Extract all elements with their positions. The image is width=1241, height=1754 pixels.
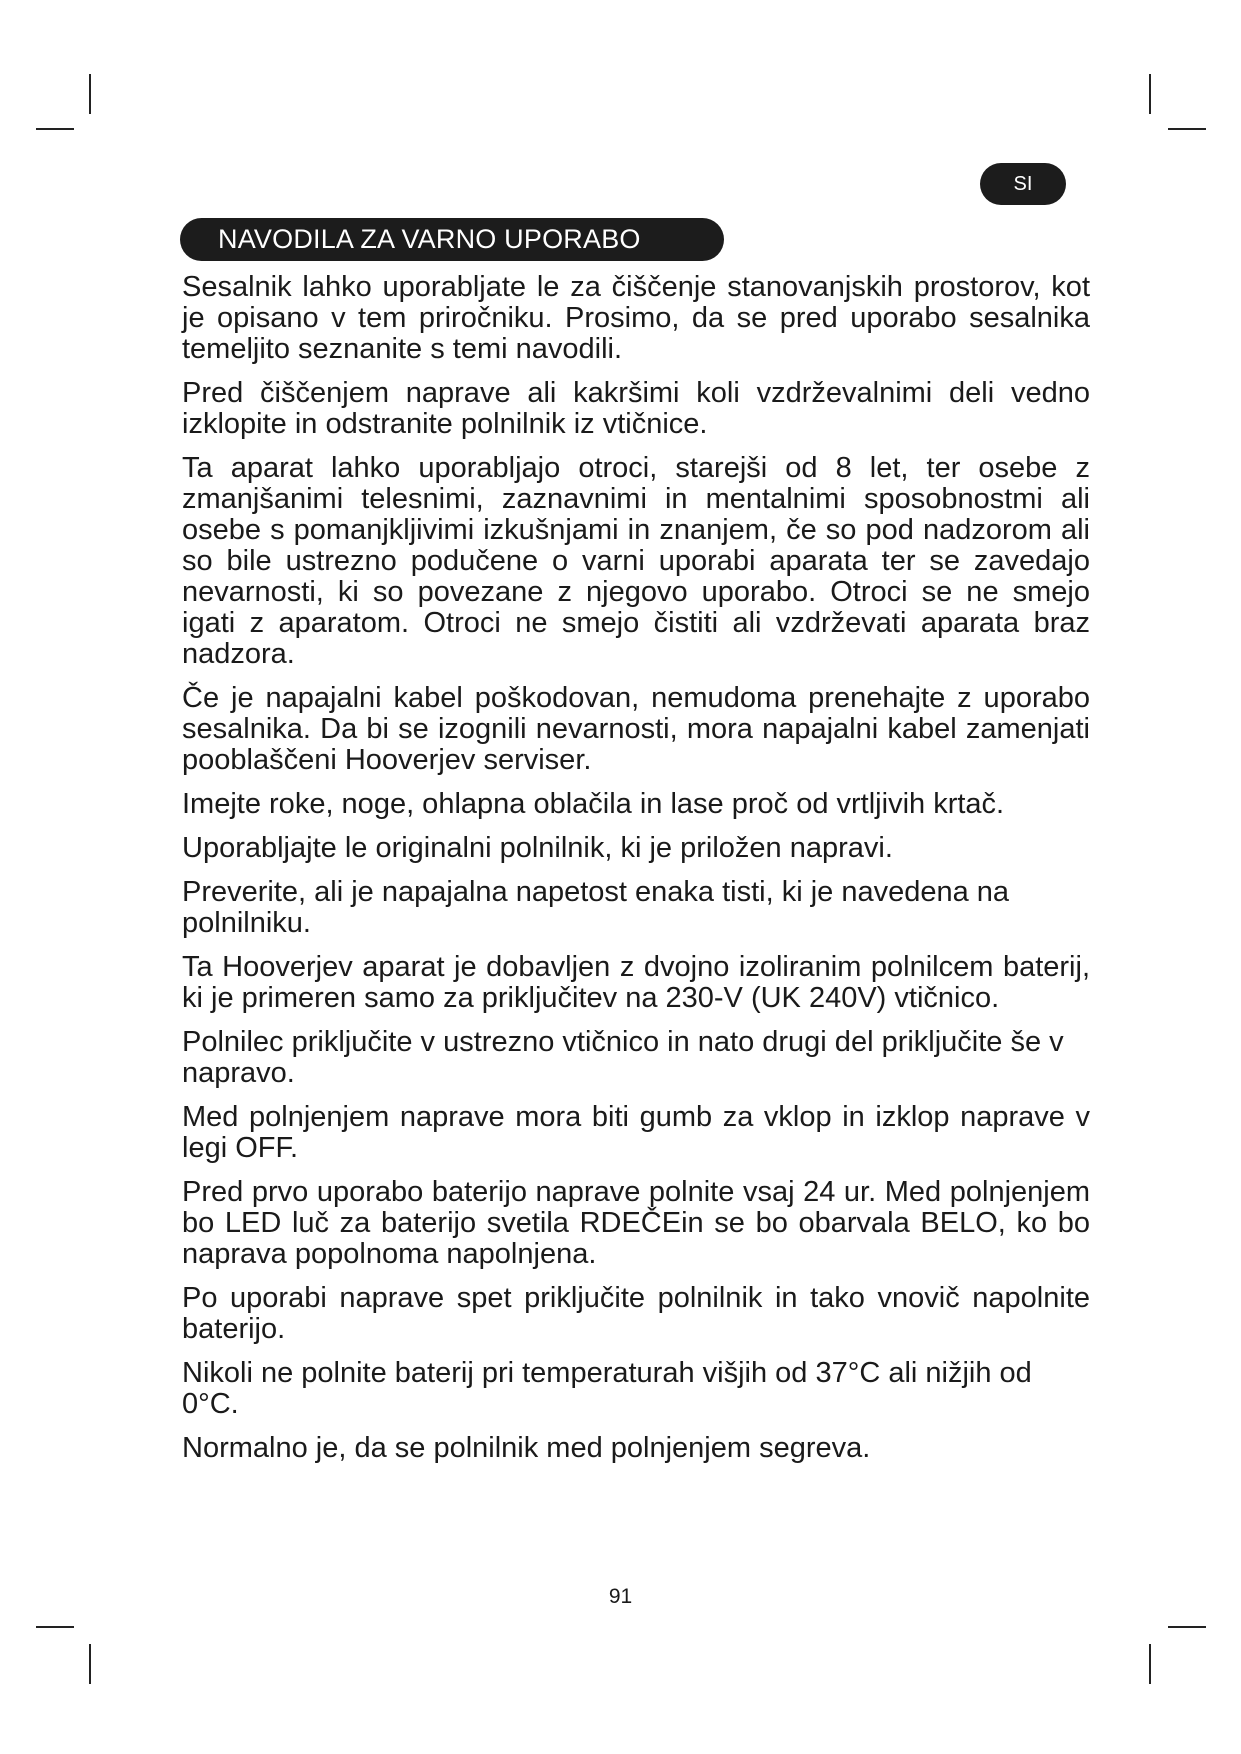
paragraph: Uporabljajte le originalni polnilnik, ki je priložen napravi. — [182, 832, 893, 864]
paragraph: Ta Hooverjev aparat je dobavljen z dvojno izoliranim polnilcem baterij, ki je primeren samo za priključitev na 230-V (UK 240V) vtičnico. — [182, 951, 1090, 1014]
language-badge: SI — [980, 163, 1066, 205]
paragraph: Pred čiščenjem naprave ali kakršimi koli vzdrževalnimi deli vedno izklopite in odstranite polnilnik iz vtičnice. — [182, 377, 1090, 440]
paragraph: Če je napajalni kabel poškodovan, nemudoma prenehajte z uporabo sesalnika. Da bi se izognili nevarnosti, mora napajalni kabel zamenjati pooblaščeni Hooverjev serviser. — [182, 682, 1090, 776]
crop-mark-bottom-right-horizontal — [1168, 1626, 1206, 1628]
paragraph: Sesalnik lahko uporabljate le za čiščenje stanovanjskih prostorov, kot je opisano v tem priročniku. Prosimo, da se pred uporabo sesalnika temeljito seznanite s temi navodili. — [182, 271, 1090, 365]
safety-instructions-body — [182, 272, 1090, 1477]
crop-mark-bottom-left-horizontal — [36, 1626, 74, 1628]
paragraph: Po uporabi naprave spet priključite polnilnik in tako vnovič napolnite baterijo. — [182, 1282, 1090, 1345]
paragraph: Normalno je, da se polnilnik med polnjenjem segreva. — [182, 1432, 871, 1464]
crop-mark-top-left-vertical — [89, 74, 91, 114]
crop-mark-bottom-right-vertical — [1149, 1644, 1151, 1684]
paragraph: Imejte roke, noge, ohlapna oblačila in lase proč od vrtljivih krtač. — [182, 788, 1005, 820]
section-title: NAVODILA ZA VARNO UPORABO — [180, 218, 724, 261]
paragraph: Ta aparat lahko uporabljajo otroci, starejši od 8 let, ter osebe z zmanjšanimi telesnimi, zaznavnimi in mentalnimi sposobnostmi ali osebe s pomanjkljivimi izkušnjami in znanjem, če so pod nadzorom ali so bile ustrezno podučene o varni uporabi aparata ter se zavedajo nevarnosti, ki so povezane z njegovo uporabo. Otroci se ne smejo igati z aparatom. Otroci ne smejo čistiti ali vzdrževati aparata braz nadzora. — [182, 452, 1090, 670]
paragraph: Nikoli ne polnite baterij pri temperaturah višjih od 37°C ali nižjih od 0°C. — [182, 1357, 1032, 1420]
crop-mark-top-right-vertical — [1149, 74, 1151, 114]
paragraph: Preverite, ali je napajalna napetost enaka tisti, ki je navedena na polnilniku. — [182, 876, 1010, 939]
paragraph: Med polnjenjem naprave mora biti gumb za vklop in izklop naprave v legi OFF. — [182, 1101, 1090, 1164]
page-number: 91 — [608, 1585, 633, 1608]
crop-mark-top-left-horizontal — [36, 128, 74, 130]
paragraph: Polnilec priključite v ustrezno vtičnico in nato drugi del priključite še v napravo. — [182, 1026, 1064, 1089]
paragraph: Pred prvo uporabo baterijo naprave polnite vsaj 24 ur. Med polnjenjem bo LED luč za baterijo svetila RDEČEin se bo obarvala BELO, ko bo naprava popolnoma napolnjena. — [182, 1176, 1090, 1270]
crop-mark-bottom-left-vertical — [89, 1644, 91, 1684]
crop-mark-top-right-horizontal — [1168, 128, 1206, 130]
